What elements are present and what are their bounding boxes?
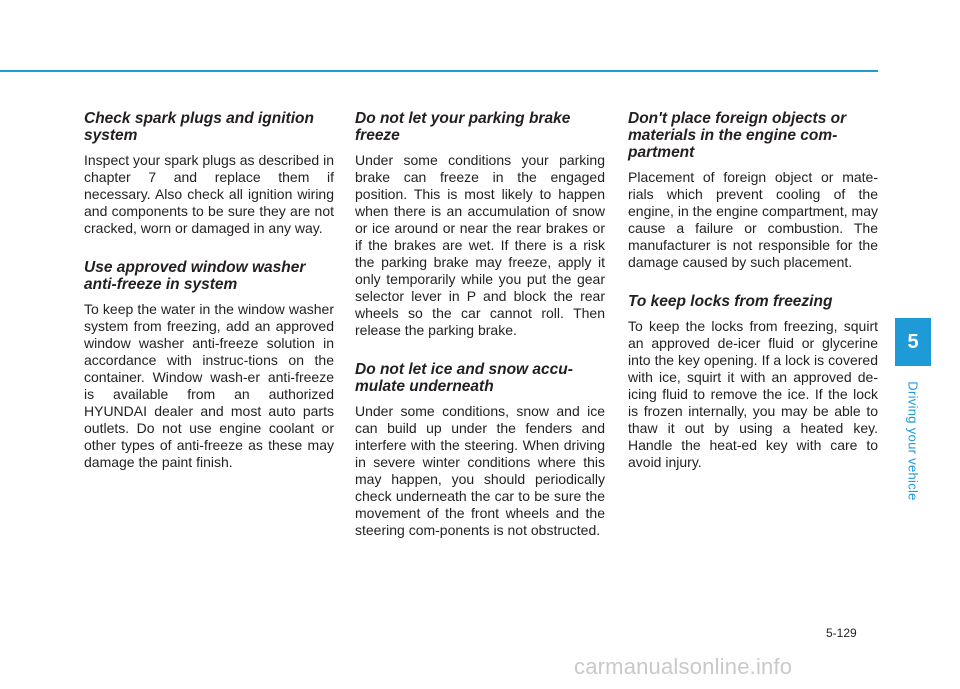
page-number: 5-129 xyxy=(826,626,857,640)
section-body-foreign-objects: Placement of foreign object or mate-rials which prevent cooling of the engine, in the engine compartment, may cause a failure or combustion. The manufacturer is not responsible for the damage caused by such placement. xyxy=(628,169,878,270)
section-body-ice-snow: Under some conditions, snow and ice can build up under the fenders and interfere with the steering. When driving in severe winter conditions where this may happen, you should periodically check underneath the car to be sure the movement of the front wheels and the steering com-ponents is not obstructed. xyxy=(355,403,605,538)
section-title-spark-plugs: Check spark plugs and ignition system xyxy=(84,110,314,144)
watermark: carmanualsonline.info xyxy=(574,654,793,679)
chapter-number-tab: 5 xyxy=(895,318,931,366)
section-title-parking-brake: Do not let your parking brake freeze xyxy=(355,110,571,144)
section-body-locks: To keep the locks from freezing, squirt an approved de-icer fluid or glycerine into the key opening. If a lock is covered with ice, squirt it with an approved de-icing fluid to remove the ice. If the lock is frozen internally, you may be able to thaw it out by using a heated key. Handle the heat-ed key with care to avoid injury. xyxy=(628,318,878,470)
section-title-washer-antifreeze: Use approved window washer anti-freeze in system xyxy=(84,259,306,293)
section-title-ice-snow: Do not let ice and snow accu-mulate underneath xyxy=(355,361,573,395)
section-body-parking-brake: Under some conditions your parking brake can freeze in the engaged position. This is most likely to happen when there is an accumulation of snow or ice around or near the rear brakes or if the brakes are wet. If there is a risk the parking brake may freeze, apply it only temporarily while you put the gear selector lever in P and block the rear wheels so the car cannot roll. Then release the parking brake. xyxy=(355,152,605,338)
column-right xyxy=(628,110,878,493)
chapter-title: Driving your vehicle xyxy=(905,381,921,501)
header-rule xyxy=(0,70,878,72)
section-body-washer-antifreeze: To keep the water in the window washer system from freezing, add an approved window washer anti-freeze solution in accordance with instruc-tions on the container. Window wash-er anti-freeze is available from an authorized HYUNDAI dealer and most auto parts outlets. Do not use engine coolant or other types of anti-freeze as these may damage the paint finish. xyxy=(84,301,334,470)
chapter-title-sidebar xyxy=(895,366,931,516)
section-body-spark-plugs: Inspect your spark plugs as described in chapter 7 and replace them if necessary. Also check all ignition wiring and components to be sure they are not cracked, worn or damaged in any way. xyxy=(84,152,334,236)
column-middle xyxy=(355,110,605,561)
section-title-locks: To keep locks from freezing xyxy=(628,293,833,310)
section-title-foreign-objects: Don't place foreign objects or materials in the engine com-partment xyxy=(628,110,847,161)
column-left xyxy=(84,110,334,493)
